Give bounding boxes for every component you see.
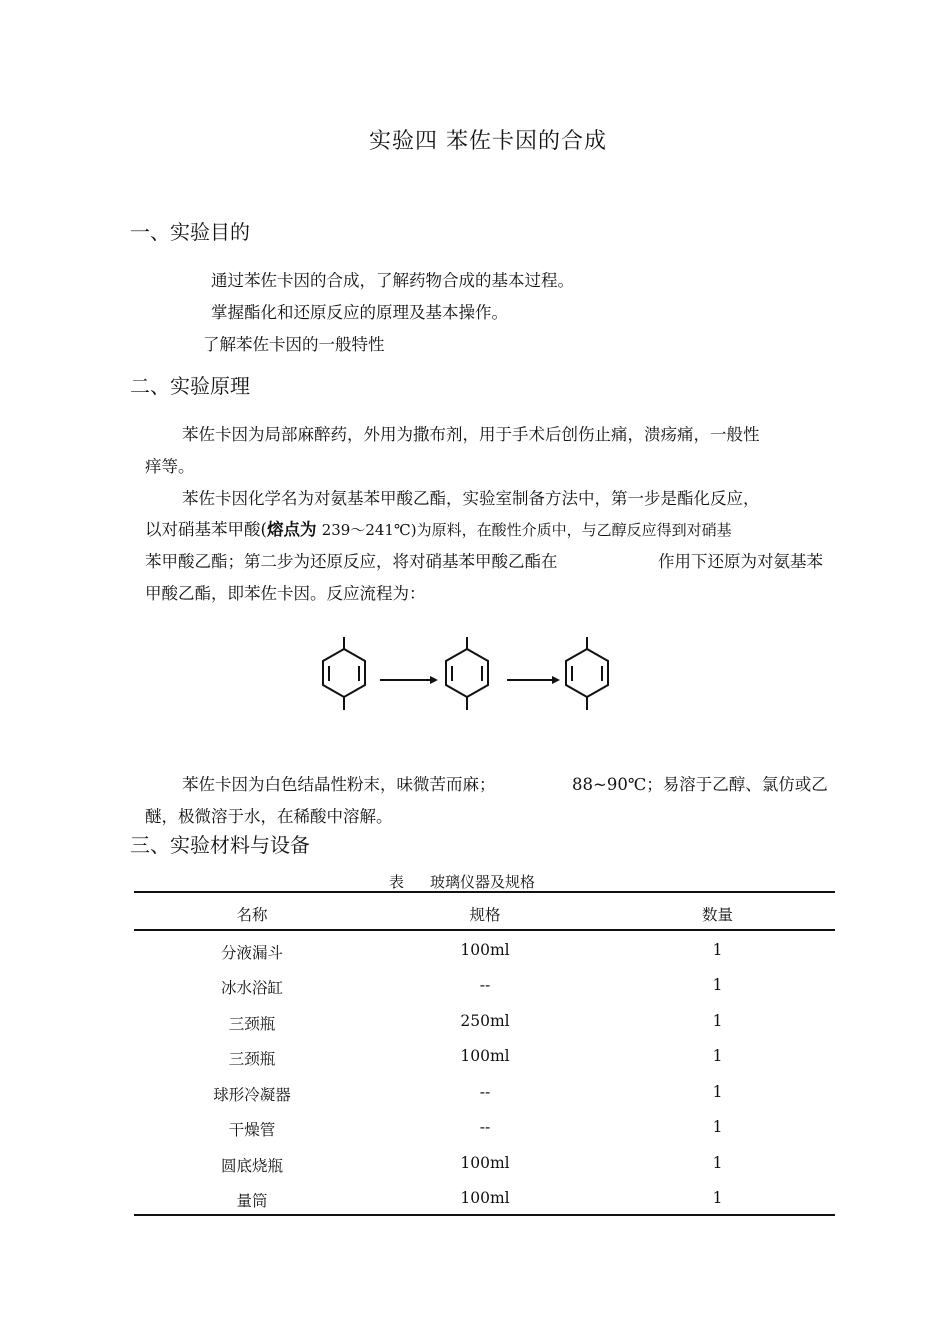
page-title: 实验四 苯佐卡因的合成 [369, 129, 607, 154]
principle-p2-line3-b: 作用下还原为对氨基苯 [658, 552, 823, 571]
arrowhead-2 [552, 676, 560, 684]
cell-name: 三颈瓶 [228, 1015, 276, 1033]
table-top-rule [134, 891, 835, 893]
cell-spec: -- [479, 1083, 491, 1101]
cell-spec: -- [479, 976, 491, 994]
table-header-qty: 数量 [701, 906, 733, 924]
cell-qty: 1 [712, 976, 723, 994]
cell-spec: 100ml [460, 1154, 510, 1172]
purpose-item-3: 了解苯佐卡因的一般特性 [203, 335, 385, 354]
principle-p1-line2: 痒等。 [145, 457, 195, 476]
principle-p2-line4: 甲酸乙酯，即苯佐卡因。反应流程为： [145, 584, 426, 603]
principle-p2-line1: 苯佐卡因化学名为对氨基苯甲酸乙酯，实验室制备方法中，第一步是酯化反应， [182, 489, 760, 508]
property-line2: 醚，极微溶于水，在稀酸中溶解。 [145, 807, 393, 826]
cell-qty: 1 [712, 941, 723, 959]
melting-point-label: 熔点为 [266, 520, 317, 539]
table-caption-title: 玻璃仪器及规格 [430, 873, 536, 891]
cell-spec: 100ml [460, 1189, 510, 1207]
section-heading-materials: 三、实验材料与设备 [130, 833, 310, 857]
cell-spec: -- [479, 1118, 491, 1136]
cell-name: 球形冷凝器 [213, 1086, 291, 1104]
cell-name: 圆底烧瓶 [220, 1157, 283, 1175]
cell-qty: 1 [712, 1047, 723, 1065]
cell-name: 三颈瓶 [228, 1050, 276, 1068]
principle-p2-line2 [145, 516, 732, 540]
cell-name: 冰水浴缸 [220, 979, 283, 997]
principle-text-c: 239～241℃)为原料，在酸性介质中，与乙醇反应得到对硝基 [321, 521, 732, 539]
table-header-spec: 规格 [469, 906, 501, 924]
cell-qty: 1 [712, 1118, 723, 1136]
section-heading-purpose: 一、实验目的 [130, 220, 250, 244]
cell-qty: 1 [712, 1083, 723, 1101]
property-line1-a: 苯佐卡因为白色结晶性粉末，味微苦而麻； [182, 775, 496, 794]
cell-qty: 1 [712, 1012, 723, 1030]
cell-spec: 100ml [460, 941, 510, 959]
table-header-rule [134, 929, 835, 931]
cell-qty: 1 [712, 1189, 723, 1207]
cell-name: 量筒 [236, 1192, 268, 1210]
reaction-scheme [300, 615, 640, 750]
cell-spec: 250ml [460, 1012, 510, 1030]
cell-name: 干燥管 [228, 1121, 276, 1139]
section-heading-principle: 二、实验原理 [130, 374, 250, 398]
cell-spec: 100ml [460, 1047, 510, 1065]
cell-name: 分液漏斗 [220, 944, 283, 962]
cell-qty: 1 [712, 1154, 723, 1172]
table-caption [389, 871, 535, 892]
purpose-item-2: 掌握酯化和还原反应的原理及基本操作。 [211, 303, 508, 322]
principle-p1-line1: 苯佐卡因为局部麻醉药，外用为撒布剂，用于手术后创伤止痛，溃疡痛，一般性 [182, 425, 760, 444]
table-caption-prefix: 表 [389, 873, 405, 891]
table-header-name: 名称 [236, 906, 268, 924]
purpose-item-1: 通过苯佐卡因的合成，了解药物合成的基本过程。 [211, 271, 574, 290]
property-line1-b: 88~90℃；易溶于乙醇、氯仿或乙 [572, 775, 828, 794]
arrowhead-1 [430, 676, 438, 684]
table-bottom-rule [134, 1214, 835, 1216]
principle-text-a: 以对硝基苯甲酸( [145, 520, 267, 539]
principle-p2-line3-a: 苯甲酸乙酯；第二步为还原反应，将对硝基苯甲酸乙酯在 [145, 552, 558, 571]
